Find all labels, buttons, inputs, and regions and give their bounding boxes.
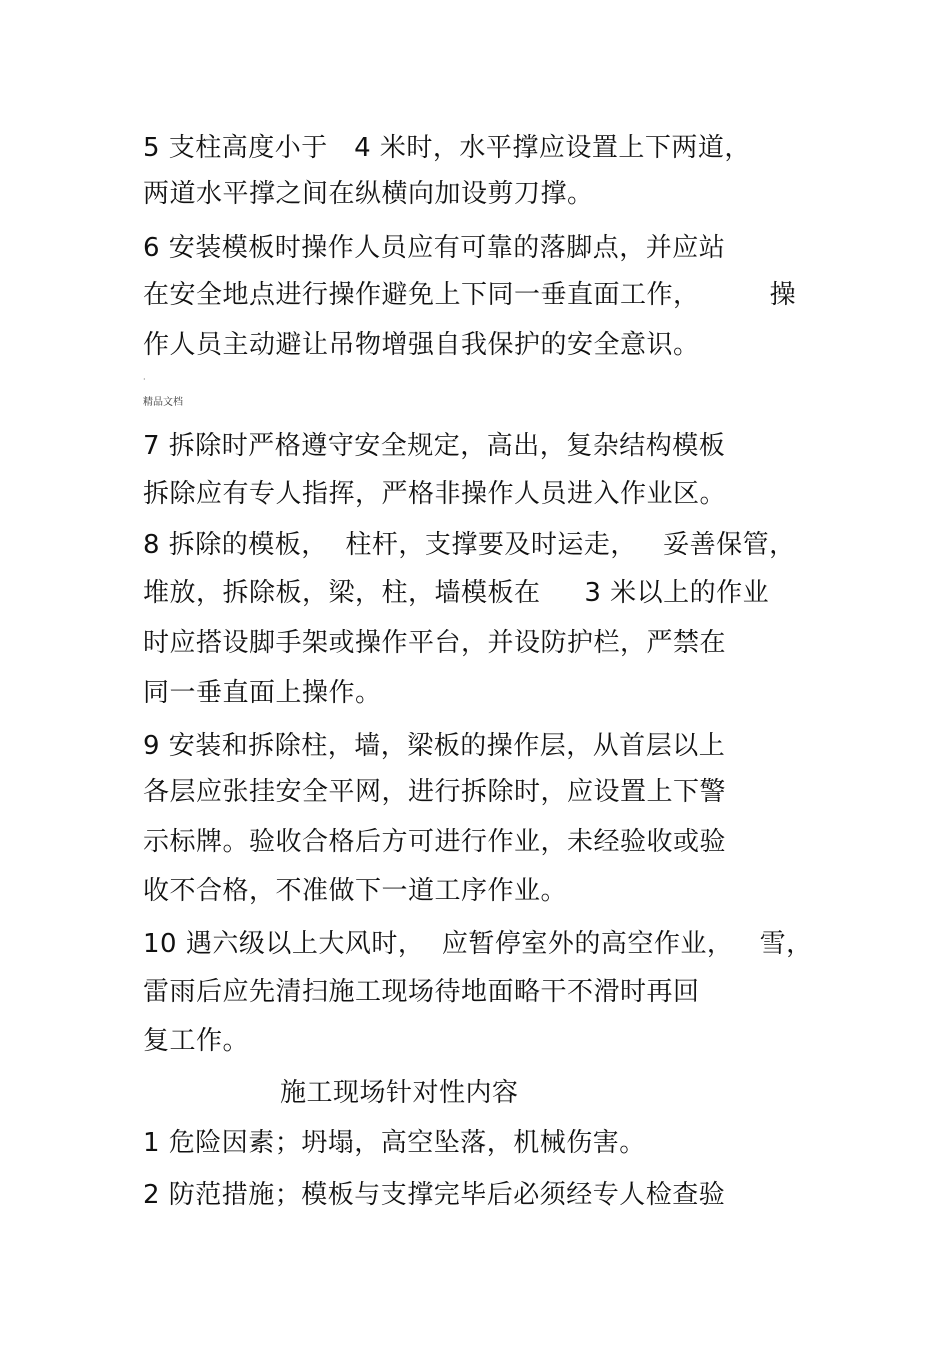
watermark-label: 精品文档	[143, 397, 183, 408]
text-line-9a: 9 安装和拆除柱，墙，梁板的操作层，从首层以上	[143, 731, 726, 761]
text-line-7a: 7 拆除时严格遵守安全规定，高出，复杂结构模板	[143, 431, 726, 461]
list-item-hazards: 1 危险因素；坍塌，高空坠落，机械伤害。	[143, 1128, 646, 1158]
section-heading: 施工现场针对性内容	[280, 1078, 519, 1108]
text-line-8c: 时应搭设脚手架或操作平台，并设防护栏，严禁在	[143, 628, 727, 658]
text-line-9c: 示标牌。验收合格后方可进行作业，未经验收或验	[143, 827, 727, 857]
text-line-8a: 8 拆除的模板， 柱杆，支撑要及时运走， 妥善保管，	[143, 530, 796, 560]
text-line-10a: 10 遇六级以上大风时， 应暂停室外的高空作业， 雪，	[143, 929, 813, 959]
text-line-5b: 两道水平撑之间在纵横向加设剪刀撑。	[143, 179, 594, 209]
text-line-8d: 同一垂直面上操作。	[143, 678, 382, 708]
text-line-5a: 5 支柱高度小于 4 米时，水平撑应设置上下两道，	[143, 133, 751, 163]
text-line-6a: 6 安装模板时操作人员应有可靠的落脚点，并应站	[143, 233, 726, 263]
text-line-6b: 在安全地点进行操作避免上下同一垂直面工作， 操	[143, 280, 797, 310]
text-line-7b: 拆除应有专人指挥，严格非操作人员进入作业区。	[143, 479, 727, 509]
text-line-10b: 雷雨后应先清扫施工现场待地面略干不滑时再回	[143, 977, 700, 1007]
text-line-9d: 收不合格，不准做下一道工序作业。	[143, 876, 568, 906]
list-item-measures: 2 防范措施；模板与支撑完毕后必须经专人检查验	[143, 1180, 726, 1210]
text-line-9b: 各层应张挂安全平网，进行拆除时，应设置上下警	[143, 777, 727, 807]
text-line-8b: 堆放，拆除板，梁，柱，墙模板在 3 米以上的作业	[143, 578, 770, 608]
text-line-6c: 作人员主动避让吊物增强自我保护的安全意识。	[143, 330, 700, 360]
text-line-10c: 复工作。	[143, 1026, 250, 1056]
page-mark: ·	[143, 375, 146, 384]
